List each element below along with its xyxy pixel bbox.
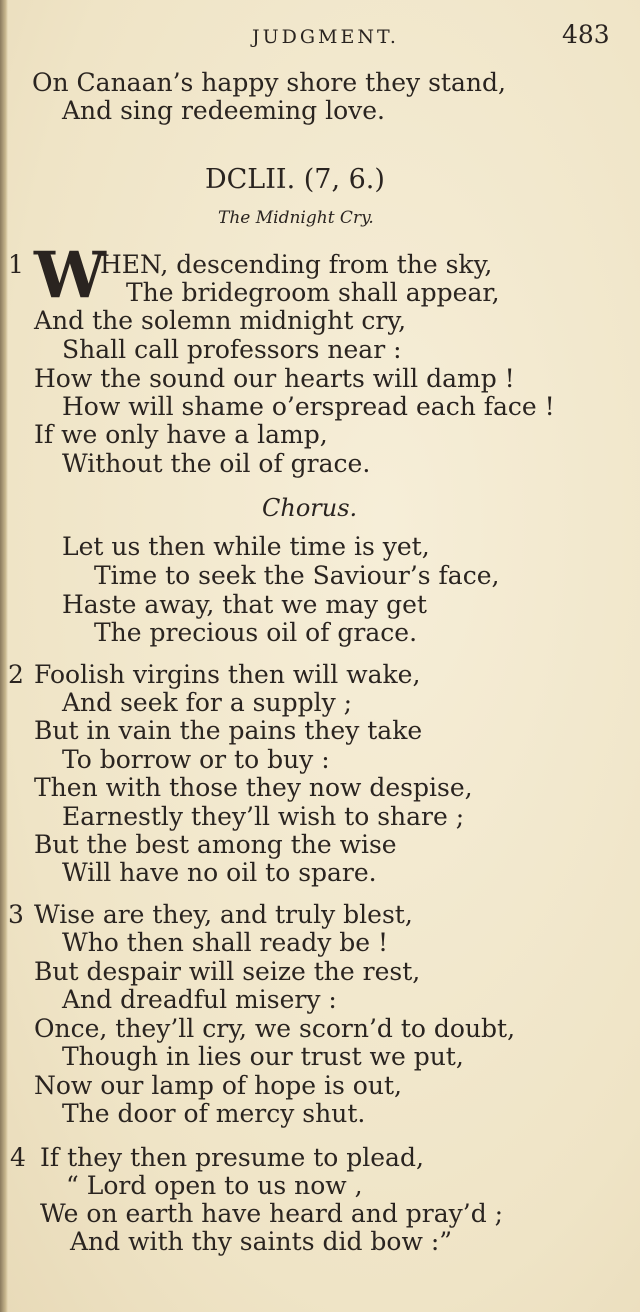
verse-line: Wise are they, and truly blest, bbox=[34, 900, 413, 929]
verse-number: 4 bbox=[10, 1143, 26, 1172]
verse-line: But despair will seize the rest, bbox=[34, 957, 421, 986]
verse-line: Will have no oil to spare. bbox=[62, 858, 377, 887]
verse-line: Without the oil of grace. bbox=[62, 449, 371, 478]
chorus-line: The precious oil of grace. bbox=[94, 618, 418, 647]
verse-line: But in vain the pains they take bbox=[34, 716, 423, 745]
hymn-number: DCLII. (7, 6.) bbox=[205, 164, 385, 195]
verse-line: “ Lord open to us now , bbox=[66, 1171, 363, 1200]
verse-line: Foolish virgins then will wake, bbox=[34, 660, 421, 689]
verse-line: And the solemn midnight cry, bbox=[34, 306, 407, 335]
page-header bbox=[0, 18, 640, 54]
page-number: 483 bbox=[562, 20, 610, 49]
verse-line: To borrow or to buy : bbox=[62, 745, 330, 774]
verse-line: Now our lamp of hope is out, bbox=[34, 1071, 402, 1100]
verse-line: And with thy saints did bow :” bbox=[70, 1227, 453, 1256]
verse-line: Then with those they now despise, bbox=[34, 773, 473, 802]
chorus-label: Chorus. bbox=[262, 494, 358, 522]
drop-cap: W bbox=[34, 238, 106, 313]
verse-line: If they then presume to plead, bbox=[40, 1143, 424, 1172]
verse-line: Shall call professors near : bbox=[62, 335, 402, 364]
verse-number: 3 bbox=[8, 900, 24, 929]
verse-line: Though in lies our trust we put, bbox=[62, 1042, 464, 1071]
verse-line: Once, they’ll cry, we scorn’d to doubt, bbox=[34, 1014, 516, 1043]
verse-line: We on earth have heard and pray’d ; bbox=[40, 1199, 504, 1228]
verse-line: How will shame o’erspread each face ! bbox=[62, 392, 555, 421]
verse-line: But the best among the wise bbox=[34, 830, 397, 859]
verse-number: 1 bbox=[8, 250, 24, 279]
verse-line: Earnestly they’ll wish to share ; bbox=[62, 802, 465, 831]
verse-line: And dreadful misery : bbox=[62, 985, 337, 1014]
hymn-title: The Midnight Cry. bbox=[218, 208, 374, 228]
verse-line: The bridegroom shall appear, bbox=[126, 278, 500, 307]
verse-number: 2 bbox=[8, 660, 24, 689]
verse-line: How the sound our hearts will damp ! bbox=[34, 364, 515, 393]
running-head: JUDGMENT. bbox=[252, 26, 399, 48]
chorus-line: Haste away, that we may get bbox=[62, 590, 427, 619]
chorus-line: Time to seek the Saviour’s face, bbox=[94, 561, 500, 590]
page-spine-edge bbox=[0, 0, 8, 1312]
carryover-line: And sing redeeming love. bbox=[62, 96, 385, 125]
verse-line: If we only have a lamp, bbox=[34, 420, 328, 449]
verse-line: HEN, descending from the sky, bbox=[100, 250, 493, 279]
verse-line: Who then shall ready be ! bbox=[62, 928, 389, 957]
carryover-line: On Canaan’s happy shore they stand, bbox=[32, 68, 506, 97]
verse-line: And seek for a supply ; bbox=[62, 688, 353, 717]
verse-line: The door of mercy shut. bbox=[62, 1099, 366, 1128]
chorus-line: Let us then while time is yet, bbox=[62, 532, 430, 561]
